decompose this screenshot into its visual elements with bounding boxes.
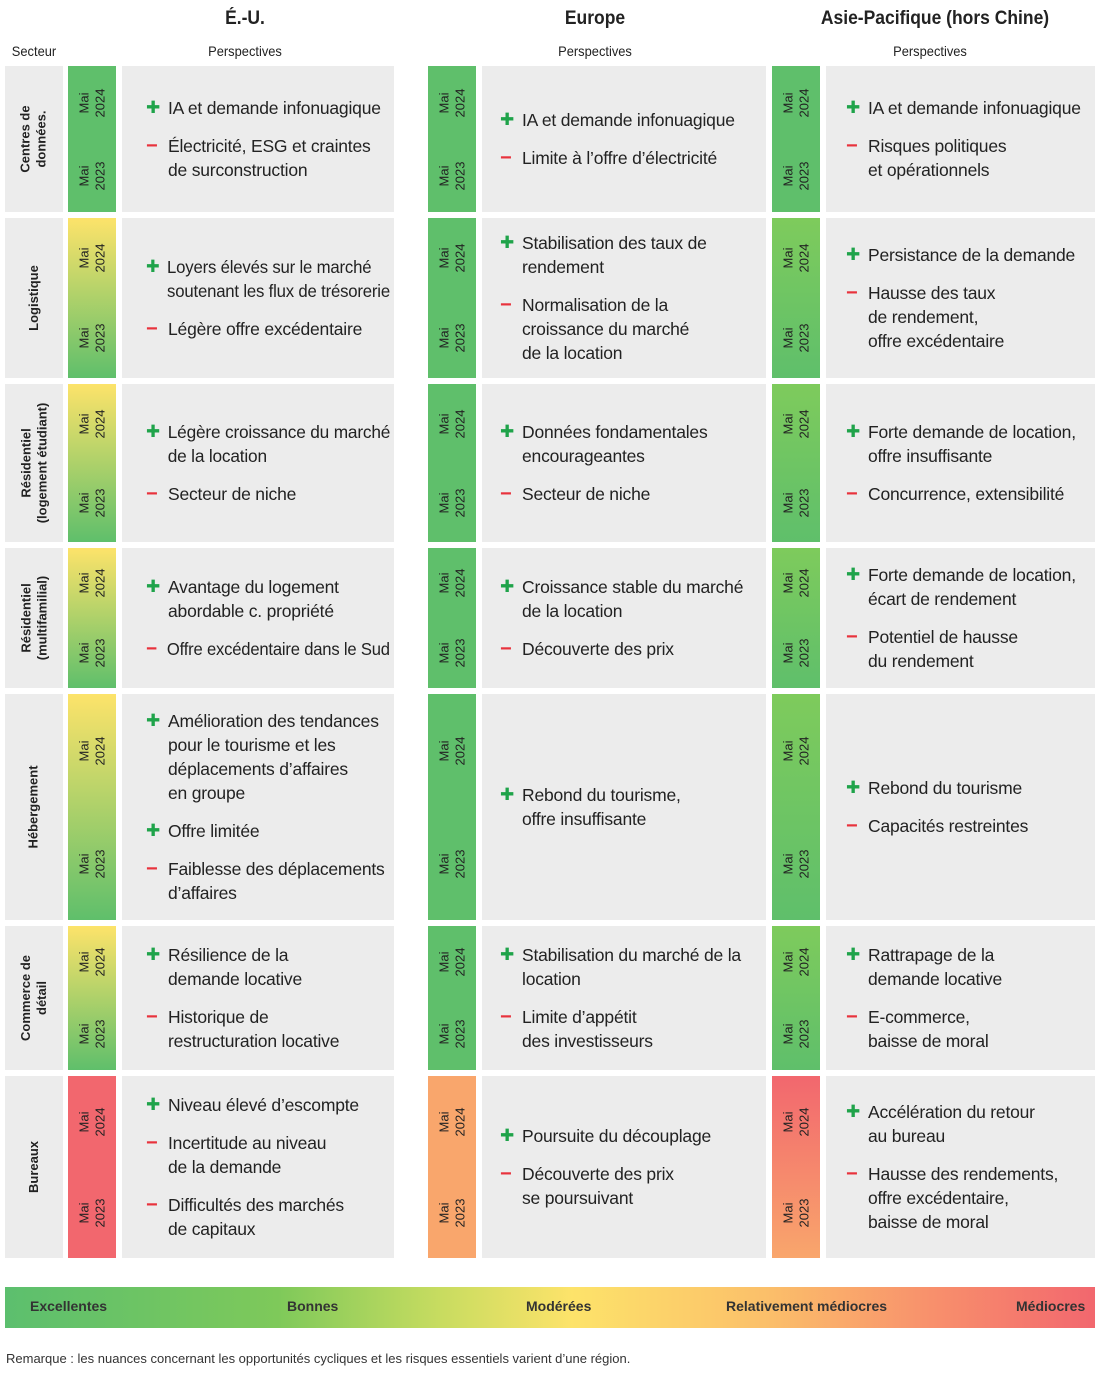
- plus-icon: ✚: [500, 945, 515, 964]
- bar-label-text: Mai 2024: [75, 243, 107, 273]
- minus-icon: −: [500, 147, 512, 169]
- bar-label-may-2024: [68, 384, 116, 463]
- bar-label-may-2023: [68, 139, 116, 212]
- outlook-text: Hausse des taux de rendement, offre excédentaire: [868, 283, 1005, 351]
- outlook-text: Historique de restructuration locative: [168, 1007, 340, 1051]
- risk-item: [146, 134, 390, 182]
- outlook-text: Normalisation de la croissance du marché de la location: [522, 295, 690, 363]
- outlook-text: Poursuite du découplage: [522, 1126, 712, 1146]
- opportunity-item: [146, 420, 391, 468]
- opportunity-item: [500, 1124, 762, 1148]
- bar-label-text: Mai 2023: [779, 849, 811, 878]
- sector-label: Hébergement: [26, 765, 42, 849]
- legend-label-relatively-poor: Relativement médiocres: [726, 1298, 888, 1314]
- outlook-text: Concurrence, extensibilité: [868, 484, 1065, 504]
- minus-icon: −: [146, 318, 158, 340]
- bar-label-text: Mai 2023: [779, 161, 811, 190]
- bar-label-text: Mai 2024: [435, 409, 467, 438]
- bar-label-may-2024: [772, 384, 820, 463]
- minus-icon: −: [500, 294, 512, 316]
- plus-icon: ✚: [146, 945, 161, 964]
- risk-item: [500, 293, 762, 365]
- bar-label-may-2024: [428, 694, 476, 807]
- risk-item: [500, 1162, 762, 1210]
- sector-label: Résidentiel (multifamilial): [18, 575, 50, 661]
- bar-label-text: Mai 2024: [75, 736, 107, 765]
- opportunity-item: [500, 420, 762, 468]
- bar-label-may-2023: [772, 618, 820, 688]
- sector-label: Résidentiel (logement étudiant): [18, 402, 50, 524]
- opportunity-item: [846, 420, 1091, 468]
- outlook-header-us: Perspectives: [208, 43, 282, 59]
- plus-icon: ✚: [846, 245, 861, 264]
- outlook-text: Offre excédentaire dans le Sud: [166, 639, 390, 659]
- bar-label-text: Mai 2023: [435, 323, 467, 353]
- bar-label-may-2024: [68, 66, 116, 139]
- plus-icon: ✚: [146, 257, 160, 276]
- bar-label-text: Mai 2023: [435, 849, 467, 878]
- bar-label-text: Mai 2024: [75, 947, 107, 977]
- risk-item: [146, 317, 390, 341]
- rating-bar-us: [68, 926, 116, 1070]
- bar-label-text: Mai 2023: [435, 638, 467, 668]
- risk-item: [500, 146, 762, 170]
- outlook-items: [846, 694, 1091, 920]
- bar-label-text: Mai 2024: [435, 947, 467, 977]
- outlook-text: Secteur de niche: [168, 484, 297, 504]
- bar-label-text: Mai 2024: [779, 947, 811, 977]
- bar-label-may-2023: [428, 463, 476, 542]
- bar-label-may-2023: [428, 1167, 476, 1258]
- bar-label-text: Mai 2024: [435, 88, 467, 117]
- outlook-items: [500, 1076, 762, 1258]
- outlook-text: Données fondamentales encourageantes: [522, 422, 708, 466]
- sector-cell: [5, 384, 63, 542]
- outlook-text: E-commerce, baisse de moral: [868, 1007, 989, 1051]
- opportunity-item: [846, 96, 1091, 120]
- sector-cell: [5, 926, 63, 1070]
- outlook-text: Loyers élevés sur le marché soutenant les flux de trésorerie: [167, 257, 390, 301]
- bar-label-text: Mai 2023: [75, 1019, 107, 1049]
- outlook-text: IA et demande infonuagique: [168, 98, 381, 118]
- rating-bar-us: [68, 1076, 116, 1258]
- outlook-text: Faiblesse des déplacements d’affaires: [168, 859, 385, 903]
- opportunity-item: [146, 255, 390, 303]
- outlook-text: Persistance de la demande: [868, 245, 1076, 265]
- plus-icon: ✚: [146, 422, 161, 441]
- bar-label-text: Mai 2023: [779, 488, 811, 517]
- plus-icon: ✚: [146, 98, 161, 117]
- minus-icon: −: [846, 1163, 858, 1185]
- bar-label-may-2024: [68, 548, 116, 618]
- bar-label-text: Mai 2024: [779, 243, 811, 273]
- bar-label-text: Mai 2024: [435, 736, 467, 765]
- opportunity-item: [500, 575, 762, 623]
- bar-label-may-2023: [772, 139, 820, 212]
- bar-label-text: Mai 2023: [75, 488, 107, 517]
- rating-bar-eu: [428, 548, 476, 688]
- outlook-text: Résilience de la demande locative: [168, 945, 302, 989]
- minus-icon: −: [146, 1132, 158, 1154]
- bar-label-may-2023: [68, 298, 116, 378]
- plus-icon: ✚: [846, 778, 861, 797]
- opportunity-item: [146, 709, 390, 805]
- risk-item: [846, 625, 1091, 673]
- bar-label-text: Mai 2024: [75, 1107, 107, 1136]
- outlook-items: [500, 926, 762, 1070]
- risk-item: [846, 281, 1091, 353]
- plus-icon: ✚: [500, 422, 515, 441]
- plus-icon: ✚: [500, 577, 515, 596]
- outlook-text: Offre limitée: [168, 821, 260, 841]
- outlook-text: Croissance stable du marché de la location: [522, 577, 744, 621]
- plus-icon: ✚: [146, 821, 161, 840]
- bar-label-may-2023: [772, 298, 820, 378]
- plus-icon: ✚: [846, 945, 861, 964]
- risk-item: [500, 1005, 762, 1053]
- outlook-text: Découverte des prix: [522, 639, 674, 659]
- rating-bar-ap: [772, 66, 820, 212]
- outlook-text: IA et demande infonuagique: [522, 110, 735, 130]
- minus-icon: −: [846, 1006, 858, 1028]
- minus-icon: −: [146, 858, 158, 880]
- outlook-items: [500, 384, 762, 542]
- bar-label-text: Mai 2023: [779, 323, 811, 353]
- bar-label-text: Mai 2023: [75, 161, 107, 190]
- outlook-items: [146, 218, 390, 378]
- bar-label-may-2023: [68, 1167, 116, 1258]
- rating-bar-ap: [772, 694, 820, 920]
- outlook-text: Stabilisation des taux de rendement: [522, 233, 707, 277]
- rating-bar-ap: [772, 548, 820, 688]
- bar-label-text: Mai 2023: [779, 638, 811, 668]
- legend-label-excellent: Excellentes: [30, 1298, 108, 1314]
- outlook-text: Difficultés des marchés de capitaux: [168, 1195, 344, 1239]
- rating-bar-ap: [772, 218, 820, 378]
- legend-label-good: Bonnes: [287, 1298, 339, 1314]
- opportunity-item: [846, 243, 1091, 267]
- opportunity-item: [146, 943, 390, 991]
- outlook-header-europe: Perspectives: [558, 43, 632, 59]
- rating-bar-us: [68, 384, 116, 542]
- bar-label-text: Mai 2024: [75, 409, 107, 438]
- outlook-text: Stabilisation du marché de la location: [522, 945, 741, 989]
- minus-icon: −: [500, 1006, 512, 1028]
- bar-label-may-2024: [428, 548, 476, 618]
- rating-bar-eu: [428, 1076, 476, 1258]
- minus-icon: −: [500, 638, 512, 660]
- bar-label-may-2023: [772, 807, 820, 920]
- bar-label-may-2024: [68, 694, 116, 807]
- plus-icon: ✚: [846, 565, 861, 584]
- outlook-text: Rebond du tourisme, offre insuffisante: [522, 785, 681, 829]
- sector-label: Bureaux: [26, 1140, 41, 1194]
- bar-label-may-2024: [428, 66, 476, 139]
- opportunity-item: [846, 776, 1091, 800]
- outlook-text: Limite à l’offre d’électricité: [522, 148, 718, 168]
- bar-label-may-2023: [428, 298, 476, 378]
- outlook-text: Capacités restreintes: [868, 816, 1029, 836]
- outlook-items: [500, 548, 762, 688]
- outlook-items: [846, 218, 1091, 378]
- outlook-text: Secteur de niche: [522, 484, 651, 504]
- bar-label-text: Mai 2023: [75, 1198, 107, 1227]
- rating-bar-eu: [428, 926, 476, 1070]
- rating-bar-us: [68, 218, 116, 378]
- bar-label-text: Mai 2024: [779, 1107, 811, 1136]
- legend-label-poor: Médiocres: [1016, 1298, 1086, 1314]
- bar-label-may-2024: [772, 66, 820, 139]
- risk-item: [846, 134, 1091, 182]
- risk-item: [500, 637, 762, 661]
- outlook-text: Légère croissance du marché de la location: [167, 422, 391, 466]
- minus-icon: −: [146, 135, 158, 157]
- plus-icon: ✚: [500, 1126, 515, 1145]
- outlook-items: [846, 548, 1091, 688]
- outlook-header-asia-pacific: Perspectives: [893, 43, 967, 59]
- minus-icon: −: [846, 483, 858, 505]
- bar-label-may-2024: [428, 218, 476, 298]
- outlook-items: [146, 694, 390, 920]
- bar-label-may-2024: [68, 926, 116, 998]
- opportunity-item: [846, 563, 1091, 611]
- outlook-items: [500, 66, 762, 212]
- outlook-items: [146, 926, 390, 1070]
- outlook-text: Rattrapage de la demande locative: [868, 945, 1002, 989]
- bar-label-may-2024: [68, 218, 116, 298]
- outlook-text: Potentiel de hausse du rendement: [868, 627, 1018, 671]
- opportunity-item: [500, 108, 762, 132]
- rating-bar-eu: [428, 384, 476, 542]
- risk-item: [846, 482, 1091, 506]
- opportunity-item: [146, 96, 390, 120]
- bar-label-text: Mai 2023: [435, 161, 467, 190]
- bar-label-may-2024: [772, 926, 820, 998]
- minus-icon: −: [146, 483, 158, 505]
- bar-label-text: Mai 2023: [75, 638, 107, 668]
- outlook-text: Niveau élevé d’escompte: [168, 1095, 359, 1115]
- sector-cell: [5, 66, 63, 212]
- risk-item: [146, 1005, 390, 1053]
- risk-item: [846, 1005, 1091, 1053]
- outlook-items: [500, 694, 762, 920]
- outlook-text: Électricité, ESG et craintes de surconstruction: [168, 136, 371, 180]
- outlook-items: [146, 66, 390, 212]
- bar-label-text: Mai 2024: [75, 88, 107, 117]
- risk-item: [146, 1193, 390, 1241]
- minus-icon: −: [846, 626, 858, 648]
- outlook-items: [146, 1076, 390, 1258]
- outlook-text: Découverte des prix se poursuivant: [522, 1164, 674, 1208]
- opportunity-item: [500, 231, 762, 279]
- sector-cell: [5, 548, 63, 688]
- bar-label-may-2024: [772, 1076, 820, 1167]
- sector-cell: [5, 694, 63, 920]
- outlook-text: Rebond du tourisme: [868, 778, 1022, 798]
- plus-icon: ✚: [146, 1095, 161, 1114]
- rating-bar-us: [68, 694, 116, 920]
- sector-label: Centres de données.: [18, 105, 50, 173]
- opportunity-item: [146, 1093, 390, 1117]
- outlook-text: Avantage du logement abordable c. propriété: [168, 577, 339, 621]
- rating-bar-eu: [428, 66, 476, 212]
- bar-label-may-2023: [772, 998, 820, 1070]
- footnote: Remarque : les nuances concernant les opportunités cycliques et les risques essentiels varient d’une région.: [6, 1351, 631, 1366]
- outlook-text: Forte demande de location, offre insuffisante: [868, 422, 1076, 466]
- bar-label-text: Mai 2024: [435, 568, 467, 598]
- minus-icon: −: [500, 483, 512, 505]
- bar-label-may-2024: [428, 1076, 476, 1167]
- bar-label-may-2023: [772, 1167, 820, 1258]
- minus-icon: −: [500, 1163, 512, 1185]
- opportunity-item: [846, 943, 1091, 991]
- region-title-asia-pacific: Asie-Pacifique (hors Chine): [820, 8, 1050, 29]
- bar-label-may-2023: [428, 618, 476, 688]
- opportunity-item: [146, 575, 390, 623]
- rating-bar-eu: [428, 694, 476, 920]
- bar-label-text: Mai 2023: [435, 488, 467, 517]
- legend-label-moderate: Modérées: [526, 1298, 592, 1314]
- bar-label-may-2024: [772, 694, 820, 807]
- risk-item: [846, 814, 1091, 838]
- sector-cell: [5, 218, 63, 378]
- outlook-items: [846, 384, 1091, 542]
- bar-label-text: Mai 2024: [779, 736, 811, 765]
- bar-label-may-2024: [772, 548, 820, 618]
- bar-label-may-2024: [772, 218, 820, 298]
- bar-label-text: Mai 2024: [779, 409, 811, 438]
- risk-item: [146, 857, 390, 905]
- opportunity-item: [146, 819, 390, 843]
- minus-icon: −: [846, 135, 858, 157]
- bar-label-text: Mai 2023: [779, 1198, 811, 1227]
- bar-label-text: Mai 2023: [435, 1198, 467, 1227]
- risk-item: [146, 637, 390, 661]
- minus-icon: −: [846, 282, 858, 304]
- sector-label: Logistique: [26, 265, 41, 331]
- minus-icon: −: [146, 1194, 158, 1216]
- risk-item: [146, 482, 390, 506]
- risk-item: [146, 1131, 390, 1179]
- bar-label-may-2023: [428, 807, 476, 920]
- outlook-items: [146, 548, 390, 688]
- bar-label-may-2023: [68, 998, 116, 1070]
- minus-icon: −: [846, 815, 858, 837]
- risk-item: [500, 482, 762, 506]
- rating-bar-eu: [428, 218, 476, 378]
- rating-bar-ap: [772, 1076, 820, 1258]
- sector-cell: [5, 1076, 63, 1258]
- plus-icon: ✚: [846, 98, 861, 117]
- bar-label-text: Mai 2024: [75, 568, 107, 598]
- outlook-text: Amélioration des tendances pour le tourisme et les déplacements d’affaires en groupe: [168, 711, 379, 803]
- bar-label-text: Mai 2024: [779, 88, 811, 117]
- plus-icon: ✚: [500, 110, 515, 129]
- plus-icon: ✚: [500, 785, 515, 804]
- outlook-text: Légère offre excédentaire: [168, 319, 363, 339]
- outlook-text: Hausse des rendements, offre excédentaire, baisse de moral: [868, 1164, 1059, 1232]
- plus-icon: ✚: [846, 422, 861, 441]
- outlook-text: Limite d’appétit des investisseurs: [522, 1007, 653, 1051]
- outlook-items: [846, 926, 1091, 1070]
- bar-label-may-2023: [68, 618, 116, 688]
- risk-item: [846, 1162, 1091, 1234]
- outlook-text: Incertitude au niveau de la demande: [168, 1133, 327, 1177]
- outlook-items: [146, 384, 390, 542]
- rating-bar-us: [68, 66, 116, 212]
- bar-label-may-2024: [428, 384, 476, 463]
- bar-label-text: Mai 2023: [435, 1019, 467, 1049]
- plus-icon: ✚: [146, 711, 161, 730]
- bar-label-text: Mai 2024: [435, 1107, 467, 1136]
- opportunity-item: [500, 783, 762, 831]
- opportunity-item: [500, 943, 762, 991]
- rating-bar-ap: [772, 926, 820, 1070]
- bar-label-text: Mai 2023: [75, 849, 107, 878]
- bar-label-text: Mai 2023: [779, 1019, 811, 1049]
- bar-label-may-2023: [428, 139, 476, 212]
- region-title-us: É.-U.: [225, 8, 265, 29]
- bar-label-may-2023: [772, 463, 820, 542]
- outlook-items: [846, 1076, 1091, 1258]
- plus-icon: ✚: [846, 1102, 861, 1121]
- rating-bar-ap: [772, 384, 820, 542]
- plus-icon: ✚: [500, 233, 515, 252]
- bar-label-may-2024: [68, 1076, 116, 1167]
- bar-label-text: Mai 2024: [435, 243, 467, 273]
- opportunity-item: [846, 1100, 1091, 1148]
- bar-label-text: Mai 2024: [779, 568, 811, 598]
- minus-icon: −: [146, 1006, 158, 1028]
- bar-label-may-2023: [68, 807, 116, 920]
- plus-icon: ✚: [146, 577, 161, 596]
- bar-label-may-2023: [68, 463, 116, 542]
- outlook-text: IA et demande infonuagique: [868, 98, 1081, 118]
- sector-column-header: Secteur: [11, 43, 57, 59]
- outlook-items: [846, 66, 1091, 212]
- outlook-text: Forte demande de location, écart de rendement: [868, 565, 1076, 609]
- outlook-text: Risques politiques et opérationnels: [868, 136, 1007, 180]
- region-title-europe: Europe: [564, 8, 626, 29]
- sector-label: Commerce de détail: [18, 955, 50, 1041]
- minus-icon: −: [146, 638, 158, 660]
- bar-label-text: Mai 2023: [75, 323, 107, 353]
- bar-label-may-2023: [428, 998, 476, 1070]
- outlook-items: [500, 218, 762, 378]
- outlook-text: Accélération du retour au bureau: [868, 1102, 1035, 1146]
- rating-bar-us: [68, 548, 116, 688]
- bar-label-may-2024: [428, 926, 476, 998]
